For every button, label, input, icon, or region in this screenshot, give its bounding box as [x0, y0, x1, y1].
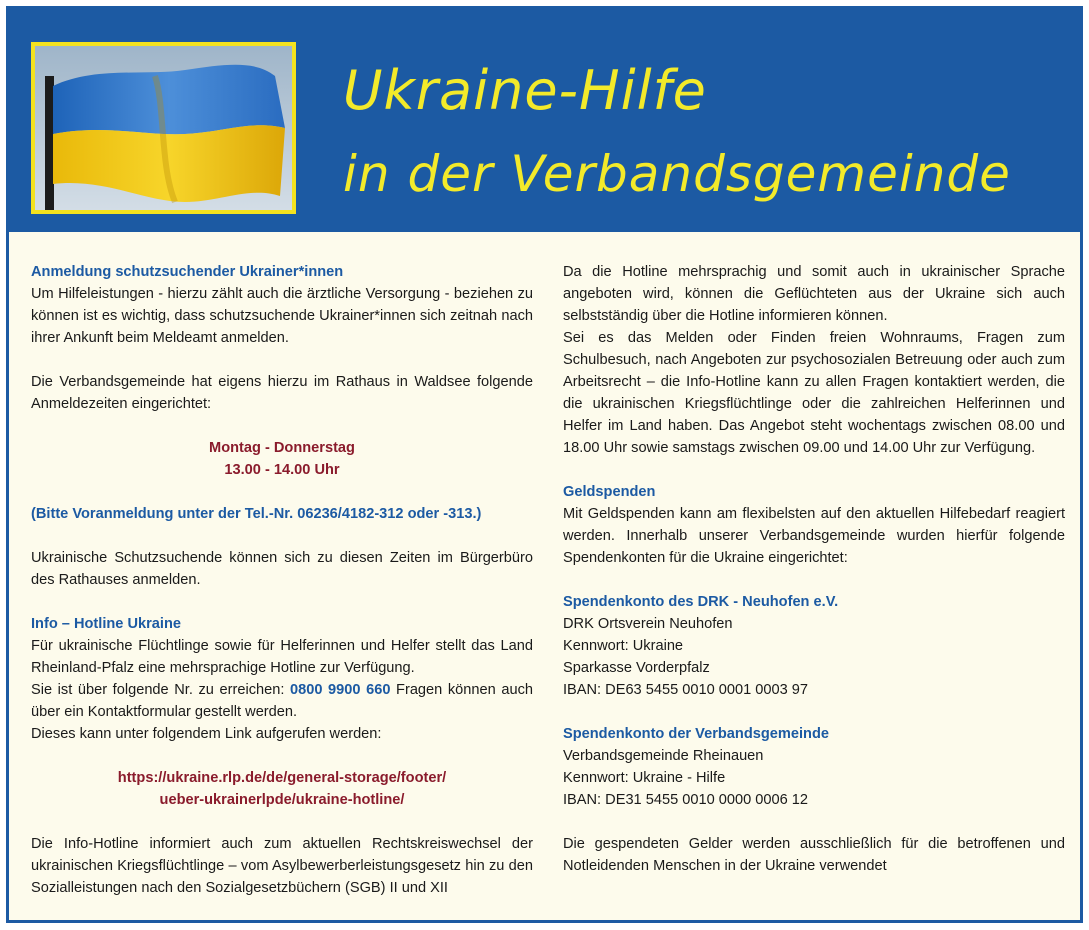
title-line-2: in der Verbandsgemeinde [343, 145, 1011, 203]
drk-account-heading: Spendenkonto des DRK - Neuhofen e.V. [563, 594, 839, 610]
right-column [563, 261, 1065, 877]
drk-account-line: DRK Ortsverein Neuhofen [563, 616, 733, 632]
hotline-reach-pre: Sie ist über folgende Nr. zu erreichen: [31, 682, 290, 698]
flyer-frame [6, 6, 1083, 923]
vg-account-line: Verbandsgemeinde Rheinauen [563, 748, 764, 764]
closing-text: Die gespendeten Gelder werden ausschließlich für die betroffenen und Notleidenden Menschen in der Ukraine verwendet [563, 836, 1065, 874]
title-line-1: Ukraine-Hilfe [343, 59, 707, 122]
multilingual-text: Da die Hotline mehrsprachig und somit auch in ukrainischer Sprache angeboten wird, können die Geflüchteten aus der Ukraine sich auch selbstständig über die Hotline informieren können. [563, 264, 1065, 324]
header-banner [9, 9, 1080, 232]
ukraine-flag-icon [31, 42, 296, 214]
registration-heading: Anmeldung schutzsuchender Ukrainer*innen [31, 264, 344, 280]
link-intro: Dieses kann unter folgendem Link aufgerufen werden: [31, 726, 382, 742]
hotline-link-line-2[interactable]: ueber-ukrainerlpde/ukraine-hotline/ [159, 792, 405, 808]
hotline-link-line-1[interactable]: https://ukraine.rlp.de/de/general-storage/footer/ [117, 770, 447, 786]
hotline-reach [31, 679, 533, 723]
hotline-heading: Info – Hotline Ukraine [31, 616, 182, 632]
law-change-text: Die Info-Hotline informiert auch zum aktuellen Rechtskreiswechsel der ukrainischen Kriegsflüchtlinge – vom Asylbewerberleistungsgesetz hin zu den Sozialleistungen nach den Sozialgesetzbüchern (SGB) II und XII [31, 836, 533, 896]
registration-text: Um Hilfeleistungen - hierzu zählt auch die ärztliche Versorgung - beziehen zu können ist es wichtig, dass schutzsuchende Ukrainer*innen sich zeitnah nach ihrer Ankunft beim Meldeamt anmelden. [31, 286, 533, 346]
registration-hours: 13.00 - 14.00 Uhr [224, 462, 340, 478]
donations-text: Mit Geldspenden kann am flexibelsten auf den aktuellen Hilfebedarf reagiert werden. Innerhalb unserer Verbandsgemeinde wurden hierfür folgende Spendenkonten für die Ukraine eingerichtet: [563, 506, 1065, 566]
hotline-number: 0800 9900 660 [289, 682, 391, 698]
registration-times-intro: Die Verbandsgemeinde hat eigens hierzu im Rathaus in Waldsee folgende Anmeldezeiten eingerichtet: [31, 374, 533, 412]
drk-account-line: Sparkasse Vorderpfalz [563, 660, 710, 676]
left-column [31, 261, 533, 899]
vg-account-iban: IBAN: DE31 5455 0010 0000 0006 12 [563, 792, 809, 808]
hotline-reach-post: Fragen können auch über ein Kontaktformular gestellt werden. [31, 682, 533, 720]
vg-account-heading: Spendenkonto der Verbandsgemeinde [563, 726, 829, 742]
drk-account-iban: IBAN: DE63 5455 0010 0001 0003 97 [563, 682, 809, 698]
office-text: Ukrainische Schutzsuchende können sich zu diesen Zeiten im Bürgerbüro des Rathauses anmelden. [31, 550, 533, 588]
vg-account-line: Kennwort: Ukraine - Hilfe [563, 770, 726, 786]
donations-heading: Geldspenden [563, 484, 656, 500]
drk-account-line: Kennwort: Ukraine [563, 638, 684, 654]
registration-days: Montag - Donnerstag [209, 440, 355, 456]
questions-text: Sei es das Melden oder Finden freien Wohnraums, Fragen zum Schulbesuch, nach Angeboten zur psychosozialen Betreuung oder auch zum Arbeitsrecht – die Info-Hotline kann zu allen Fragen kontaktiert werden, die die ukrainischen Kriegsflüchtlinge oder die zahlreichen Helferinnen und Helfer im Land haben. Das Angebot steht wochentags zwischen 08.00 und 18.00 Uhr sowie samstags zwischen 09.00 und 14.00 Uhr zur Verfügung. [563, 330, 1065, 456]
phone-note: (Bitte Voranmeldung unter der Tel.-Nr. 06236/4182-312 oder -313.) [31, 506, 482, 522]
hotline-text: Für ukrainische Flüchtlinge sowie für Helferinnen und Helfer stellt das Land Rheinland-Pfalz eine mehrsprachige Hotline zur Verfügung. [31, 638, 533, 676]
